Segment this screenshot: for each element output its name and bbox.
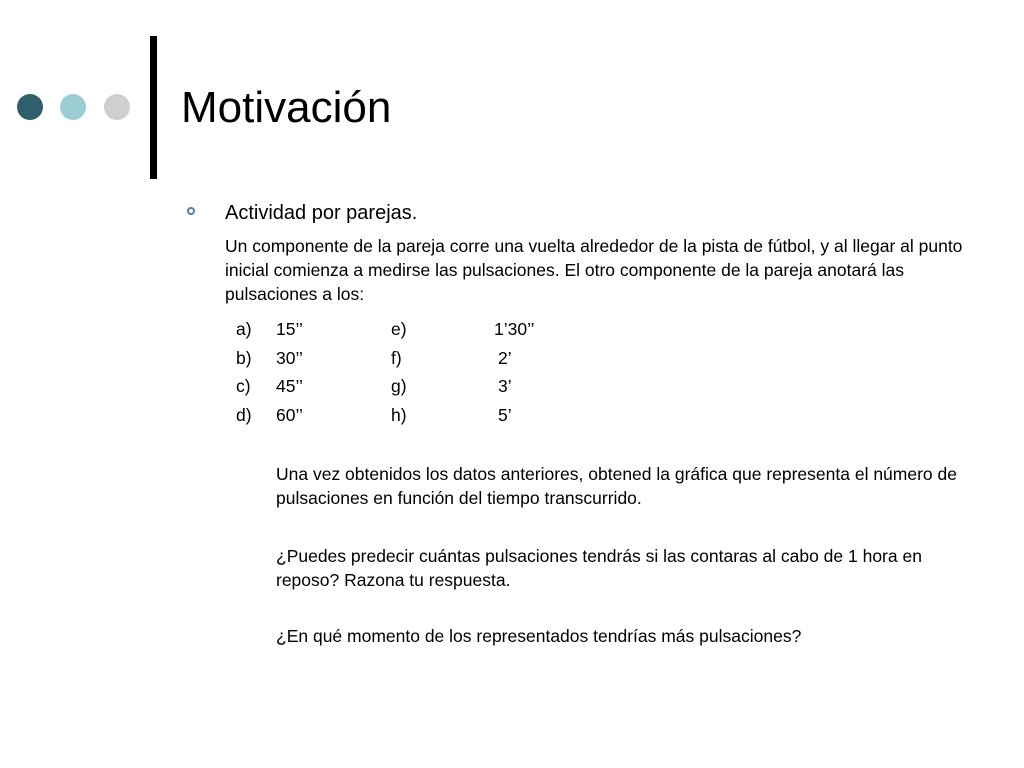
item-label: a) [236, 319, 252, 339]
item-label: d) [236, 404, 252, 425]
decor-dot-1 [17, 94, 43, 120]
activity-heading: Actividad por parejas. [225, 202, 418, 224]
bullet-icon [187, 207, 195, 215]
note-paragraph-moment: ¿En qué momento de los representados tendrías más pulsaciones? [276, 626, 802, 646]
item-label: f) [391, 347, 402, 368]
item-value: 2’ [498, 347, 512, 368]
item-value: 1’30’’ [494, 319, 535, 339]
item-value: 60’’ [276, 404, 303, 425]
slide-title: Motivación [181, 83, 392, 132]
item-value: 30’’ [276, 347, 303, 368]
item-label: h) [391, 404, 407, 425]
item-value: 3’ [498, 376, 512, 396]
decor-dot-3 [104, 94, 130, 120]
item-value: 5’ [498, 404, 512, 425]
item-label: b) [236, 347, 252, 368]
title-divider [150, 36, 157, 179]
note-paragraph-graph: Una vez obtenidos los datos anteriores, obtened la gráfica que representa el número de pulsaciones en función del tiempo transcurrido. [276, 464, 957, 508]
item-value: 15’’ [276, 319, 303, 339]
item-value: 45’’ [276, 376, 303, 396]
item-label: e) [391, 319, 407, 339]
note-paragraph-predict: ¿Puedes predecir cuántas pulsaciones tendrás si las contaras al cabo de 1 hora en reposo? Razona tu respuesta. [276, 546, 922, 590]
intro-paragraph: Un componente de la pareja corre una vuelta alrededor de la pista de fútbol, y al llegar al punto inicial comienza a medirse las pulsaciones. El otro componente de la pareja anotará las pulsaciones a los: [225, 236, 963, 304]
item-label: g) [391, 376, 407, 396]
item-label: c) [236, 376, 251, 396]
decor-dot-2 [60, 94, 86, 120]
